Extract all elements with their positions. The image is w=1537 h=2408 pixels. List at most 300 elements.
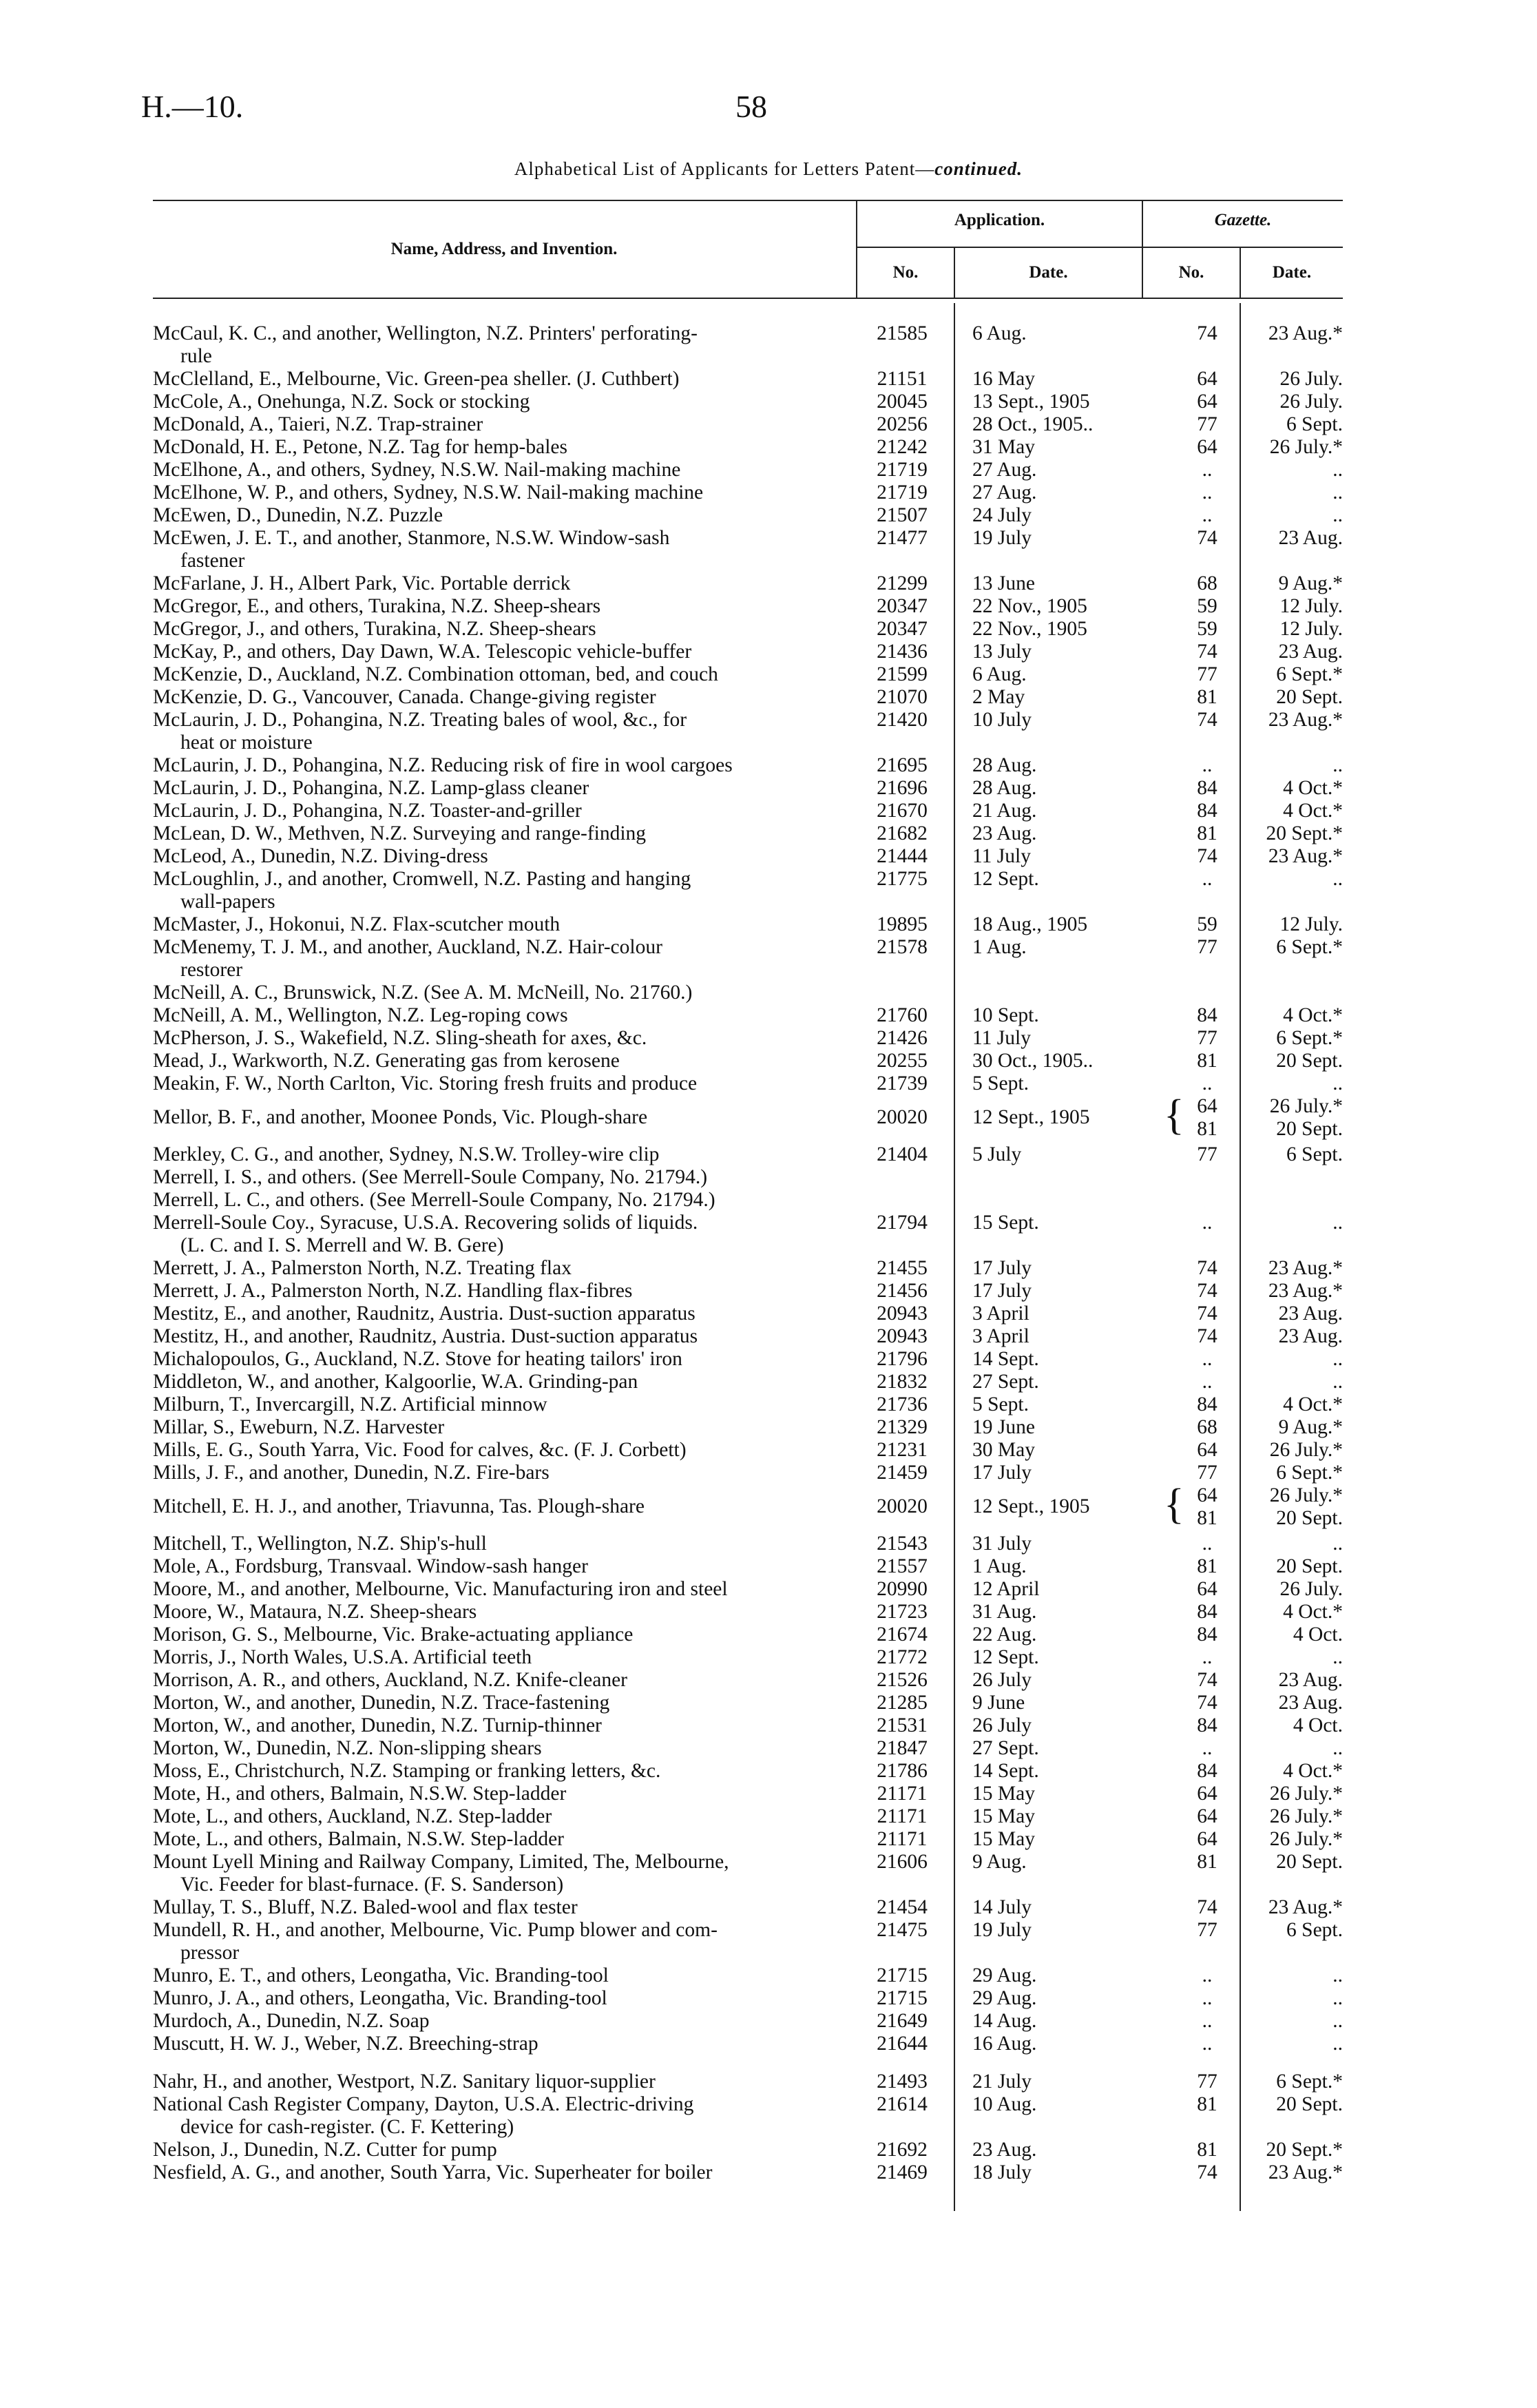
applicant-name: [153, 368, 855, 391]
page-ref: H.—10.: [141, 89, 244, 124]
applicant-entry: McCole, A., Onehunga, N.Z. Sock or stocking: [153, 391, 530, 413]
application-number: 21171: [877, 1783, 928, 1805]
applicant-name: [153, 1072, 855, 1095]
application-date: 12 April: [972, 1578, 1040, 1600]
applicant-name: [153, 1578, 855, 1601]
application-date: 29 Aug.: [972, 1964, 1037, 1986]
gazette-number: 64: [1197, 1783, 1217, 1805]
application-number: 21695: [877, 754, 928, 776]
gazette-number: 74: [1197, 641, 1217, 663]
applicant-name: [153, 1714, 855, 1737]
gazette-number: 64: [1197, 1578, 1217, 1600]
gazette-number: 64: [1197, 368, 1217, 390]
application-date: 12 Sept.: [972, 868, 1039, 890]
gazette-date: 6 Sept.*: [1276, 663, 1343, 685]
applicant-entry: Nahr, H., and another, Westport, N.Z. Sanitary liquor-supplier: [153, 2070, 656, 2093]
gazette-number: 64: [1197, 1439, 1217, 1461]
application-number: 21599: [877, 663, 928, 685]
applicant-entry: Mestitz, H., and another, Raudnitz, Austria. Dust-suction apparatus: [153, 1325, 698, 1347]
application-date: 13 Sept., 1905: [972, 391, 1090, 413]
application-date: 22 Nov., 1905: [972, 618, 1087, 640]
applicant-name: [153, 1896, 855, 1919]
application-date: 17 July: [972, 1280, 1032, 1302]
applicant-name: [153, 2139, 855, 2161]
gazette-date: 12 July.: [1279, 595, 1343, 617]
applicant-entry: Mellor, B. F., and another, Moonee Ponds, Vic. Plough-share: [153, 1106, 648, 1128]
applicant-name: [153, 1439, 855, 1462]
application-date: 3 April: [972, 1302, 1029, 1325]
gazette-number: 81: [1197, 2093, 1217, 2115]
application-date: 22 Aug.: [972, 1623, 1037, 1646]
application-date: 6 Aug.: [972, 322, 1027, 344]
applicant-name: [153, 1348, 855, 1371]
applicant-name: [153, 754, 855, 777]
applicant-name: [153, 1964, 855, 1987]
application-number: 20020: [877, 1495, 928, 1517]
application-date: 14 July: [972, 1896, 1032, 1918]
gazette-date: ..: [1332, 1964, 1343, 1986]
gazette-date: 26 July.*: [1269, 1095, 1343, 1117]
applicant-entry: Middleton, W., and another, Kalgoorlie, W.A. Grinding-pan: [153, 1371, 638, 1393]
gazette-number: 84: [1197, 1393, 1217, 1415]
gazette-date: 4 Oct.*: [1283, 777, 1343, 799]
gazette-date: 20 Sept.: [1276, 686, 1343, 708]
gazette-date: 23 Aug.: [1278, 1325, 1343, 1347]
gazette-date: 20 Sept.*: [1266, 2139, 1343, 2161]
applicant-entry: McEwen, J. E. T., and another, Stanmore, N.S.W. Window-sash: [153, 527, 670, 549]
applicant-name: [153, 504, 855, 527]
application-number: 21171: [877, 1828, 928, 1850]
gazette-date: 12 July.: [1279, 618, 1343, 640]
gazette-date: 23 Aug.: [1278, 1692, 1343, 1714]
gazette-date: 4 Oct.*: [1283, 1004, 1343, 1026]
application-date: 26 July: [972, 1714, 1032, 1736]
applicant-name: [153, 2093, 855, 2139]
applicant-entry: McElhone, A., and others, Sydney, N.S.W. Nail-making machine: [153, 459, 681, 481]
gazette-number: 64: [1197, 1484, 1217, 1506]
application-date: 27 Aug.: [972, 459, 1037, 481]
application-number: 21426: [877, 1027, 928, 1049]
application-date: 5 Sept.: [972, 1393, 1029, 1415]
gazette-number: 64: [1197, 1828, 1217, 1850]
applicant-entry: Munro, J. A., and others, Leongatha, Vic. Branding-tool: [153, 1987, 607, 2009]
gazette-number: ..: [1202, 2010, 1213, 2032]
gazette-number: 81: [1197, 1555, 1217, 1577]
gazette-date: 4 Oct.*: [1283, 1601, 1343, 1623]
applicant-name: [153, 1737, 855, 1760]
gazette-number: 84: [1197, 1004, 1217, 1026]
application-date: 28 Oct., 1905..: [972, 413, 1094, 435]
applicant-entry: Moore, W., Mataura, N.Z. Sheep-shears: [153, 1601, 477, 1623]
application-date: 6 Aug.: [972, 663, 1027, 685]
application-number: 21420: [877, 709, 928, 731]
applicant-entry: McLaurin, J. D., Pohangina, N.Z. Treating bales of wool, &c., for: [153, 709, 687, 731]
gazette-number: 77: [1197, 1027, 1217, 1049]
gazette-date: 26 July.: [1279, 368, 1343, 390]
gazette-number: 64: [1197, 391, 1217, 413]
applicant-name: [153, 686, 855, 709]
application-date: 31 Aug.: [972, 1601, 1037, 1623]
application-number: 21493: [877, 2070, 928, 2093]
gazette-date: ..: [1332, 868, 1343, 890]
application-date: 28 Aug.: [972, 754, 1037, 776]
application-date: 10 Sept.: [972, 1004, 1039, 1026]
application-date: 30 Oct., 1905..: [972, 1050, 1094, 1072]
application-number: 21772: [877, 1646, 928, 1668]
applicant-entry: Mount Lyell Mining and Railway Company, Limited, The, Melbourne,: [153, 1851, 729, 1873]
application-date: 11 July: [972, 1027, 1031, 1049]
applicant-entry-continued: pressor: [180, 1942, 240, 1964]
applicant-entry: McNeill, A. M., Wellington, N.Z. Leg-roping cows: [153, 1004, 568, 1026]
application-date: 13 June: [972, 572, 1035, 594]
gazette-date: 23 Aug.*: [1268, 2161, 1343, 2183]
application-number: 21723: [877, 1601, 928, 1623]
applicant-entry: Mills, J. F., and another, Dunedin, N.Z. Fire-bars: [153, 1462, 550, 1484]
gazette-date: 23 Aug.: [1278, 1302, 1343, 1325]
applicant-name: [153, 391, 855, 413]
gazette-date: 6 Sept.*: [1276, 936, 1343, 958]
application-date: 18 Aug., 1905: [972, 913, 1088, 935]
applicant-name: [153, 1371, 855, 1393]
application-number: 21794: [877, 1212, 928, 1234]
application-number: 21832: [877, 1371, 928, 1393]
header-gaz-date: Date.: [1272, 263, 1312, 282]
applicant-entry: McLean, D. W., Methven, N.Z. Surveying and range-finding: [153, 822, 647, 844]
gazette-date: 4 Oct.*: [1283, 1760, 1343, 1782]
gazette-number: 74: [1197, 527, 1217, 549]
gazette-date: 6 Sept.: [1286, 1919, 1343, 1941]
application-date: 21 Aug.: [972, 800, 1037, 822]
application-date: 14 Sept.: [972, 1760, 1039, 1782]
gazette-number: ..: [1202, 1964, 1213, 1986]
gazette-date: 23 Aug.: [1278, 1669, 1343, 1691]
brace-mark: {: [1164, 1092, 1184, 1139]
applicant-entry: McLaurin, J. D., Pohangina, N.Z. Reducing risk of fire in wool cargoes: [153, 754, 733, 776]
applicant-entry-continued: restorer: [180, 959, 243, 981]
application-date: 29 Aug.: [972, 1987, 1037, 2009]
application-date: 18 July: [972, 2161, 1032, 2183]
gazette-date: 4 Oct.*: [1283, 1393, 1343, 1415]
applicant-name: [153, 322, 855, 368]
application-date: 13 July: [972, 641, 1032, 663]
applicant-name: [153, 459, 855, 481]
applicant-name: [153, 1416, 855, 1439]
applicant-entry: Muscutt, H. W. J., Weber, N.Z. Breeching-strap: [153, 2033, 539, 2055]
applicant-name: [153, 1669, 855, 1692]
application-number: 20347: [877, 618, 928, 640]
header-application: Application.: [954, 211, 1045, 229]
application-number: 21644: [877, 2033, 928, 2055]
applicant-name: [153, 1325, 855, 1348]
applicant-entry-continued: wall-papers: [180, 891, 275, 913]
gazette-date: 26 July.: [1279, 1578, 1343, 1600]
applicant-name: [153, 595, 855, 618]
gazette-date: 4 Oct.*: [1283, 800, 1343, 822]
gazette-date: ..: [1332, 2010, 1343, 2032]
application-number: 21171: [877, 1805, 928, 1827]
gazette-number: 59: [1197, 595, 1217, 617]
applicant-entry: McElhone, W. P., and others, Sydney, N.S.W. Nail-making machine: [153, 481, 704, 504]
applicant-entry-continued: fastener: [180, 550, 245, 572]
applicant-name: [153, 1623, 855, 1646]
application-date: 21 July: [972, 2070, 1032, 2093]
gazette-number: ..: [1202, 459, 1213, 481]
gazette-number: 64: [1197, 436, 1217, 458]
applicant-name: [153, 913, 855, 936]
gazette-number: 68: [1197, 572, 1217, 594]
applicant-name: [153, 800, 855, 822]
application-date: 19 July: [972, 527, 1032, 549]
gazette-date: 23 Aug.: [1278, 527, 1343, 549]
applicant-name: [153, 1166, 855, 1189]
applicant-name: [153, 1106, 855, 1129]
application-number: 21456: [877, 1280, 928, 1302]
application-date: 5 Sept.: [972, 1072, 1029, 1094]
gazette-number: 74: [1197, 1280, 1217, 1302]
applicant-name: [153, 2070, 855, 2093]
gazette-date: 4 Oct.: [1293, 1714, 1343, 1736]
application-number: 21526: [877, 1669, 928, 1691]
application-number: 21692: [877, 2139, 928, 2161]
applicant-name: [153, 1212, 855, 1257]
application-number: 21543: [877, 1533, 928, 1555]
applicant-entry: McDonald, A., Taieri, N.Z. Trap-strainer: [153, 413, 483, 435]
applicant-entry-continued: (L. C. and I. S. Merrell and W. B. Gere): [180, 1234, 504, 1256]
gazette-number: 74: [1197, 1302, 1217, 1325]
application-date: 23 Aug.: [972, 2139, 1037, 2161]
gazette-date: 26 July.*: [1269, 1805, 1343, 1827]
applicant-name: [153, 1027, 855, 1050]
applicant-entry: Mullay, T. S., Bluff, N.Z. Baled-wool and flax tester: [153, 1896, 578, 1918]
applicant-name: [153, 641, 855, 663]
gazette-date: 23 Aug.*: [1268, 709, 1343, 731]
application-number: 21459: [877, 1462, 928, 1484]
applicant-name: [153, 1302, 855, 1325]
applicant-name: [153, 936, 855, 982]
applicant-entry: Munro, E. T., and others, Leongatha, Vic. Branding-tool: [153, 1964, 609, 1986]
applicant-entry: Morris, J., North Wales, U.S.A. Artificial teeth: [153, 1646, 532, 1668]
header-app-no: No.: [892, 263, 919, 282]
applicant-entry: Nelson, J., Dunedin, N.Z. Cutter for pump: [153, 2139, 497, 2161]
applicant-entry: Mundell, R. H., and another, Melbourne, Vic. Pump blower and com-: [153, 1919, 718, 1941]
gazette-number: 81: [1197, 1851, 1217, 1873]
application-number: 21715: [877, 1987, 928, 2009]
gazette-date: 23 Aug.*: [1268, 845, 1343, 867]
application-number: 21475: [877, 1919, 928, 1941]
applicant-name: [153, 1805, 855, 1828]
application-number: 21242: [877, 436, 928, 458]
applicant-entry: Merrett, J. A., Palmerston North, N.Z. Handling flax-fibres: [153, 1280, 633, 1302]
applicant-entry: McLoughlin, J., and another, Cromwell, N.Z. Pasting and hanging: [153, 868, 691, 890]
application-date: 17 July: [972, 1462, 1032, 1484]
applicant-name: [153, 1143, 855, 1166]
applicant-name: [153, 822, 855, 845]
gazette-number: 81: [1197, 1507, 1217, 1529]
application-number: 21719: [877, 459, 928, 481]
application-number: 21477: [877, 527, 928, 549]
applicant-name: [153, 2033, 855, 2055]
application-number: 20045: [877, 391, 928, 413]
gazette-number: 59: [1197, 913, 1217, 935]
gazette-number: 84: [1197, 800, 1217, 822]
applicant-name: [153, 982, 855, 1004]
gazette-number: 64: [1197, 1805, 1217, 1827]
applicant-name: [153, 1919, 855, 1964]
application-number: 21606: [877, 1851, 928, 1873]
applicant-entry: McMenemy, T. J. M., and another, Auckland, N.Z. Hair-colour: [153, 936, 662, 958]
gazette-number: 74: [1197, 1692, 1217, 1714]
application-number: 20020: [877, 1106, 928, 1128]
gazette-date: 9 Aug.*: [1278, 1416, 1343, 1438]
application-date: 27 Aug.: [972, 481, 1037, 504]
application-number: 21736: [877, 1393, 928, 1415]
applicant-entry: Mote, L., and others, Auckland, N.Z. Step-ladder: [153, 1805, 552, 1827]
applicant-name: [153, 1760, 855, 1783]
applicant-name: [153, 2010, 855, 2033]
gazette-number: 74: [1197, 1257, 1217, 1279]
application-date: 23 Aug.: [972, 822, 1037, 844]
application-number: 20256: [877, 413, 928, 435]
gazette-number: ..: [1202, 1072, 1213, 1094]
application-date: 9 Aug.: [972, 1851, 1027, 1873]
applicant-name: [153, 1393, 855, 1416]
gazette-date: ..: [1332, 1072, 1343, 1094]
applicant-entry: Mote, L., and others, Balmain, N.S.W. Step-ladder: [153, 1828, 565, 1850]
header-gaz-no: No.: [1178, 263, 1204, 282]
application-number: 21585: [877, 322, 928, 344]
gazette-date: 20 Sept.: [1276, 2093, 1343, 2115]
application-number: 21796: [877, 1348, 928, 1370]
application-number: 21444: [877, 845, 928, 867]
application-number: 21151: [877, 368, 928, 390]
gazette-number: 74: [1197, 1669, 1217, 1691]
applicant-entry: Nesfield, A. G., and another, South Yarra, Vic. Superheater for boiler: [153, 2161, 713, 2183]
applicant-entry: McDonald, H. E., Petone, N.Z. Tag for hemp-bales: [153, 436, 567, 458]
gazette-number: ..: [1202, 481, 1213, 504]
applicant-name: [153, 618, 855, 641]
gazette-date: ..: [1332, 1348, 1343, 1370]
applicant-name: [153, 413, 855, 436]
application-date: 1 Aug.: [972, 936, 1027, 958]
application-number: 21557: [877, 1555, 928, 1577]
gazette-number: 77: [1197, 663, 1217, 685]
gazette-date: ..: [1332, 459, 1343, 481]
gazette-number: 81: [1197, 822, 1217, 844]
applicant-entry: National Cash Register Company, Dayton, U.S.A. Electric-driving: [153, 2093, 694, 2115]
header-gazette: Gazette.: [1214, 211, 1272, 229]
header-app-date: Date.: [1029, 263, 1068, 282]
applicant-entry: Morrison, A. R., and others, Auckland, N.Z. Knife-cleaner: [153, 1669, 627, 1691]
applicant-name: [153, 1050, 855, 1072]
application-date: 31 July: [972, 1533, 1032, 1555]
applicant-entry: McNeill, A. C., Brunswick, N.Z. (See A. M. McNeill, No. 21760.): [153, 982, 693, 1004]
applicant-name: [153, 1555, 855, 1578]
applicant-name: [153, 777, 855, 800]
gazette-number: 77: [1197, 2070, 1217, 2093]
gazette-number: 64: [1197, 1095, 1217, 1117]
gazette-date: 26 July.*: [1269, 1439, 1343, 1461]
header-name-col: Name, Address, and Invention.: [390, 240, 618, 258]
gazette-number: 74: [1197, 709, 1217, 731]
applicant-name: [153, 1692, 855, 1714]
application-number: 21786: [877, 1760, 928, 1782]
gazette-date: 26 July.*: [1269, 1783, 1343, 1805]
applicant-entry: Mestitz, E., and another, Raudnitz, Austria. Dust-suction apparatus: [153, 1302, 696, 1325]
gazette-number: 77: [1197, 1143, 1217, 1165]
gazette-number: ..: [1202, 504, 1213, 526]
applicant-name: [153, 1783, 855, 1805]
application-date: 14 Sept.: [972, 1348, 1039, 1370]
gazette-date: 26 July.*: [1269, 1484, 1343, 1506]
application-date: 5 July: [972, 1143, 1022, 1165]
applicant-entry: McCaul, K. C., and another, Wellington, N.Z. Printers' perforating-: [153, 322, 698, 344]
gazette-date: 20 Sept.: [1276, 1851, 1343, 1873]
application-number: 21715: [877, 1964, 928, 1986]
gazette-number: 77: [1197, 413, 1217, 435]
application-number: 21614: [877, 2093, 928, 2115]
applicant-entry: Mole, A., Fordsburg, Transvaal. Window-sash hanger: [153, 1555, 588, 1577]
application-number: 21329: [877, 1416, 928, 1438]
applicant-name: [153, 1851, 855, 1896]
gazette-number: 84: [1197, 777, 1217, 799]
applicant-name: [153, 1280, 855, 1302]
applicant-name: [153, 709, 855, 754]
gazette-number: 74: [1197, 1896, 1217, 1918]
applicant-entry: Merrell, L. C., and others. (See Merrell-Soule Company, No. 21794.): [153, 1189, 715, 1211]
gazette-number: ..: [1202, 1371, 1213, 1393]
application-date: 19 June: [972, 1416, 1035, 1438]
applicant-name: [153, 1189, 855, 1212]
application-number: 21469: [877, 2161, 928, 2183]
applicant-name: [153, 868, 855, 913]
application-date: 19 July: [972, 1919, 1032, 1941]
gazette-date: 6 Sept.: [1286, 413, 1343, 435]
gazette-number: ..: [1202, 2033, 1213, 2055]
applicant-entry: Mills, E. G., South Yarra, Vic. Food for calves, &c. (F. J. Corbett): [153, 1439, 687, 1461]
application-date: 16 Aug.: [972, 2033, 1037, 2055]
gazette-number: ..: [1202, 868, 1213, 890]
applicant-entry: McEwen, D., Dunedin, N.Z. Puzzle: [153, 504, 443, 526]
gazette-date: 23 Aug.*: [1268, 1280, 1343, 1302]
gazette-number: 77: [1197, 1462, 1217, 1484]
application-date: 16 May: [972, 368, 1035, 390]
application-number: 21719: [877, 481, 928, 504]
application-number: 21285: [877, 1692, 928, 1714]
application-number: 21760: [877, 1004, 928, 1026]
gazette-number: 74: [1197, 322, 1217, 344]
applicant-entry: McClelland, E., Melbourne, Vic. Green-pea sheller. (J. Cuthbert): [153, 368, 680, 390]
gazette-number: ..: [1202, 1533, 1213, 1555]
application-number: 20255: [877, 1050, 928, 1072]
application-date: 10 July: [972, 709, 1032, 731]
application-number: 21507: [877, 504, 928, 526]
gazette-date: ..: [1332, 1987, 1343, 2009]
applicant-entry-continued: Vic. Feeder for blast-furnace. (F. S. Sanderson): [180, 1874, 564, 1896]
applicant-name: [153, 845, 855, 868]
gazette-date: 26 July.*: [1269, 436, 1343, 458]
application-number: 21454: [877, 1896, 928, 1918]
applicant-name: [153, 1004, 855, 1027]
applicant-entry: Mitchell, T., Wellington, N.Z. Ship's-hull: [153, 1533, 487, 1555]
page-number: 58: [735, 89, 767, 124]
application-number: 20347: [877, 595, 928, 617]
applicant-name: [153, 1987, 855, 2010]
gazette-number: ..: [1202, 1737, 1213, 1759]
gazette-date: 6 Sept.: [1286, 1143, 1343, 1165]
applicant-entry-continued: heat or moisture: [180, 731, 313, 754]
applicant-entry: McLeod, A., Dunedin, N.Z. Diving-dress: [153, 845, 488, 867]
application-date: 12 Sept.: [972, 1646, 1039, 1668]
